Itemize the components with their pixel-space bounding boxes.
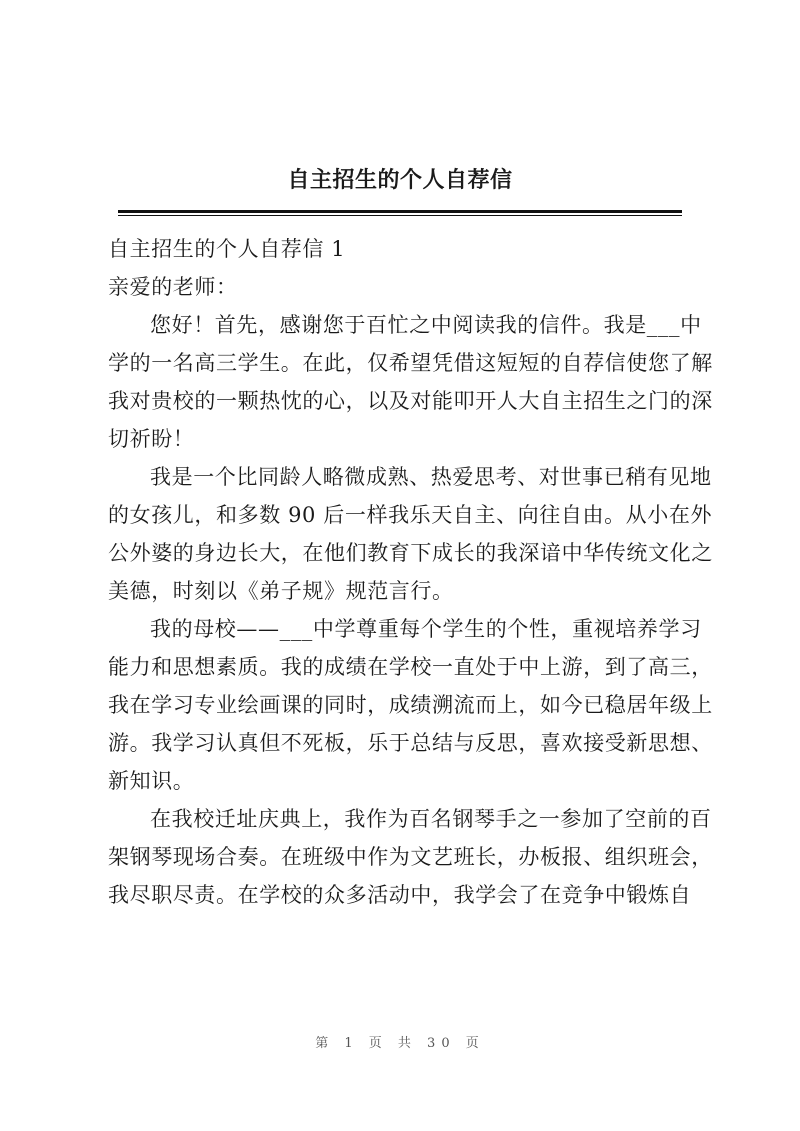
- paragraph-line: 切祈盼！: [108, 427, 195, 451]
- document-title: 自主招生的个人自荐信: [287, 168, 513, 193]
- page-footer: 第 1 页 共 30 页: [315, 1036, 485, 1051]
- paragraph-line: 学的一名高三学生。在此，仅希望凭借这短短的自荐信使您了解: [108, 351, 713, 375]
- document-body: [108, 230, 713, 914]
- paragraph-line: 我是一个比同龄人略微成熟、热爱思考、对世事已稍有见地: [150, 465, 712, 489]
- salutation: 亲爱的老师：: [108, 275, 238, 299]
- title-divider-thin: [118, 215, 682, 216]
- paragraph-line: 我的母校——___中学尊重每个学生的个性，重视培养学习: [150, 617, 702, 641]
- paragraph-1: [108, 306, 713, 458]
- paragraph-line: 能力和思想素质。我的成绩在学校一直处于中上游，到了高三，: [108, 655, 713, 679]
- paragraph-line: 我对贵校的一颗热忱的心，以及对能叩开人大自主招生之门的深: [108, 389, 713, 413]
- paragraph-line: 在我校迁址庆典上，我作为百名钢琴手之一参加了空前的百: [150, 807, 712, 831]
- paragraph-2: [108, 458, 713, 610]
- paragraph-3: [108, 610, 713, 800]
- paragraph-line: 我尽职尽责。在学校的众多活动中，我学会了在竞争中锻炼自: [108, 883, 692, 907]
- paragraph-line: 的女孩儿，和多数 90 后一样我乐天自主、向往自由。从小在外: [108, 503, 713, 527]
- title-divider-thick: [118, 210, 682, 213]
- paragraph-4: [108, 800, 713, 914]
- paragraph-line: 美德，时刻以《弟子规》规范言行。: [108, 579, 454, 603]
- paragraph-line: 您好！首先，感谢您于百忙之中阅读我的信件。我是___中: [150, 313, 702, 337]
- section-heading: 自主招生的个人自荐信 1: [108, 237, 346, 261]
- paragraph-line: 公外婆的身边长大，在他们教育下成长的我深谙中华传统文化之: [108, 541, 713, 565]
- paragraph-line: 游。我学习认真但不死板，乐于总结与反思，喜欢接受新思想、: [108, 731, 713, 755]
- paragraph-line: 新知识。: [108, 769, 195, 793]
- paragraph-line: 我在学习专业绘画课的同时，成绩溯流而上，如今已稳居年级上: [108, 693, 713, 717]
- paragraph-line: 架钢琴现场合奏。在班级中作为文艺班长，办板报、组织班会，: [108, 845, 713, 869]
